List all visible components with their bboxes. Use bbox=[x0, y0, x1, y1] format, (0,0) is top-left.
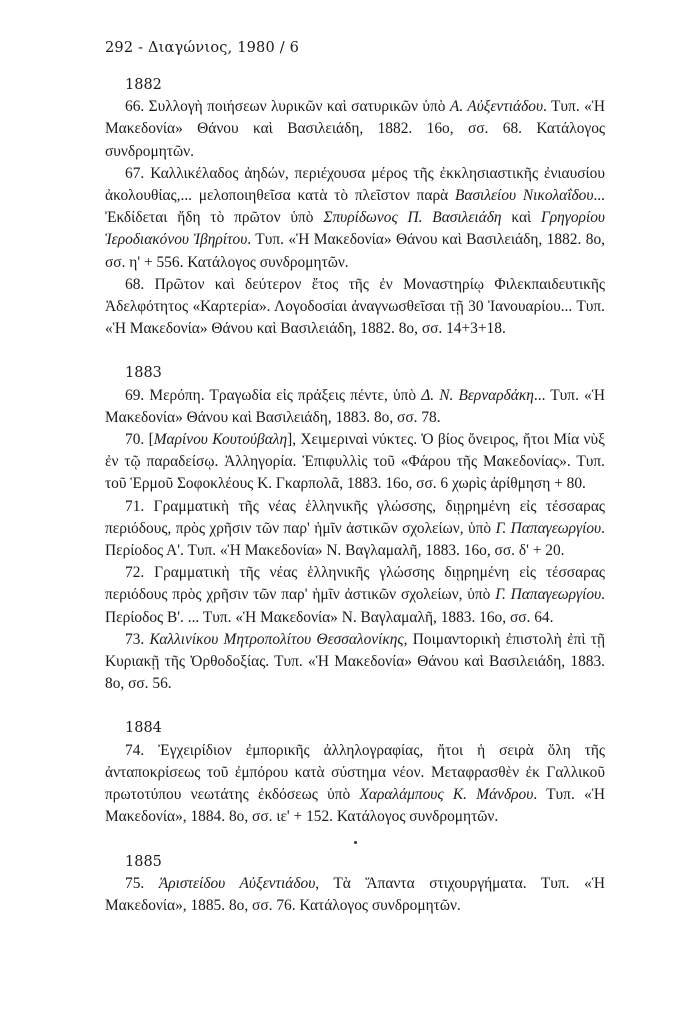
bibliography-entry bbox=[105, 163, 605, 274]
bibliography-entry bbox=[105, 429, 605, 496]
entry-author-italic: Μαρίνου Κουτούβαλη bbox=[153, 431, 288, 449]
entry-author-italic: Ἀριστείδου Αὐξεντιάδου bbox=[158, 874, 316, 892]
entry-number: 72. bbox=[125, 564, 145, 582]
bibliography-entry bbox=[105, 873, 605, 917]
entry-author-italic: Γ. Παπαγεωργίου bbox=[495, 519, 602, 537]
bibliography-entry bbox=[105, 496, 605, 563]
entry-text: ... Ἐκδίδεται ἤδη τὸ πρῶτον ὑπὸ bbox=[105, 187, 605, 227]
entry-number: 73. bbox=[125, 630, 145, 648]
entry-text: καὶ bbox=[501, 209, 542, 227]
entry-text bbox=[144, 875, 159, 892]
entry-text: Πρῶτον καὶ δεύτερον ἔτος τῆς ἐν Μοναστηρίῳ Φιλεκπαιδευτικῆς Ἀδελφότητος «Καρτερία». Λογοδοσίαι ἀναγνωσθεῖσαι τῇ 30 Ἰανουαρίου... Τυπ. «Ἡ Μακεδονία» Θάνου καὶ Βασιλειάδη, 1882. 8ο, σσ. 14+3+18. bbox=[105, 275, 605, 338]
entry-text: Μερόπη. Τραγωδία εἰς πράξεις πέντε, ὑπὸ bbox=[144, 386, 422, 404]
entry-number: 69. bbox=[125, 386, 145, 404]
entry-text: . Τυπ. «Ἡ Μακεδονία» Θάνου καὶ Βασιλειάδη, 1882. 8ο, σσ. η' + 556. Κατάλογος συνδρομητῶν. bbox=[105, 231, 606, 271]
bibliography-entry bbox=[105, 629, 605, 696]
year-heading: 1883 bbox=[125, 365, 162, 382]
entry-text: Γραμματικὴ τῆς νέας ἑλληνικῆς γλώσσης διῃρημένη εἰς τέσσαρας περιόδους πρὸς χρῆσιν τῶν παρ' ἡμῖν ἀστικῶν σχολείων, ὑπὸ bbox=[105, 564, 605, 604]
entry-text: ... Τυπ. «Ἡ Μακεδονία» Θάνου καὶ Βασιλειάδη, 1883. 8ο, σσ. 78. bbox=[105, 386, 605, 426]
entry-number: 70. bbox=[125, 431, 145, 449]
entry-author-italic: Γ. Παπαγεωργίου bbox=[495, 586, 602, 604]
entry-author-italic: Καλλινίκου Μητροπολίτου Θεσσαλονίκης bbox=[149, 630, 404, 648]
entry-number: 75. bbox=[125, 874, 145, 892]
entry-text: , Τὰ Ἅπαντα στιχουργήματα. Τυπ. «Ἡ Μακεδονία», 1885. 8ο, σσ. 76. Κατάλογος συνδρομητῶν. bbox=[105, 874, 605, 914]
year-heading: 1882 bbox=[125, 77, 162, 93]
entry-text: ], Χειμεριναὶ νύκτες. Ὁ βίος ὄνειρος, ἤτοι Μία νὺξ ἐν τῷ παραδείσῳ. Ἀλληγορία. Ἐπιφυλλὶς τοῦ «Φάρου τῆς Μακεδονίας». Τυπ. τοῦ Ἑρμοῦ Σοφοκλέους Κ. Γκαρπολᾶ, 1883. 16ο, σσ. 6 χωρὶς ἀρίθμηση + 80. bbox=[105, 431, 605, 493]
entry-author-italic: Α. Αὐξεντιάδου bbox=[449, 98, 544, 116]
entry-author-italic: Δ. Ν. Βερναρδάκη bbox=[421, 386, 534, 404]
entry-number: 66. bbox=[125, 98, 145, 116]
entry-text: Ἐγχειρίδιον ἐμπορικῆς ἀλληλογραφίας, ἤτοι ἡ σειρὰ ὅλη τῆς ἀνταποκρίσεως τοῦ ἐμπόρου κατὰ σύστημα νέον. Μεταφρασθὲν ἐκ Γαλλικοῦ πρωτοτύπου νεωτάτης ἐκδόσεως ὑπὸ bbox=[105, 741, 605, 804]
entry-author-italic: Βασιλείου Νικολαΐδου bbox=[454, 187, 594, 205]
entry-text: . Τυπ. «Ἡ Μακεδονία» Θάνου καὶ Βασιλειάδη, 1882. 16ο, σσ. 68. Κατάλογος συνδρομητῶν. bbox=[105, 98, 606, 160]
print-speck bbox=[354, 841, 357, 844]
entry-text: , Ποιμαντορικὴ ἐπιστολὴ ἐπὶ τῇ Κυριακῇ τῆς Ὀρθοδοξίας. Τυπ. «Ἡ Μακεδονία» Θάνου καὶ Βασιλειάδη, 1883. 8ο, σσ. 56. bbox=[105, 630, 605, 693]
entry-text: . Περίοδος Β'. ... Τυπ. «Ἡ Μακεδονία» Ν. Βαγλαμαλῆ, 1883. 16ο, σσ. 64. bbox=[105, 586, 605, 626]
entry-text: . Περίοδος Α'. Τυπ. «Ἡ Μακεδονία» Ν. Βαγλαμαλῆ, 1883. 16ο, σσ. δ' + 20. bbox=[105, 519, 605, 560]
entry-text: Καλλικέλαδος ἀηδών, περιέχουσα μέρος τῆς ἐκκλησιαστικῆς ἐνιαυσίου ἀκολουθίας,... μελοποιηθεῖσα κατὰ τὸ πλεῖστον παρὰ bbox=[105, 164, 605, 205]
entry-author-italic: Χαραλάμπους Κ. Μάνδρου bbox=[359, 786, 534, 804]
bibliography-entry bbox=[105, 385, 605, 429]
entry-number: 71. bbox=[125, 497, 145, 515]
entry-text: Συλλογὴ ποιήσεων λυρικῶν καὶ σατυρικῶν ὑπὸ bbox=[144, 98, 450, 116]
entry-author-italic: Γρηγορίου Ἱεροδιακόνου Ἰβηρίτου bbox=[105, 209, 605, 249]
bibliography-body bbox=[105, 74, 605, 917]
running-head: 292 - Διαγώνιος, 1980 / 6 bbox=[105, 40, 300, 56]
entry-number: 68. bbox=[125, 275, 145, 293]
bibliography-entry bbox=[105, 740, 605, 829]
bibliography-entry bbox=[105, 96, 605, 163]
bibliography-entry bbox=[105, 562, 605, 629]
year-heading: 1884 bbox=[125, 720, 162, 737]
entry-text: [ bbox=[144, 431, 154, 449]
year-heading: 1885 bbox=[125, 853, 162, 870]
entry-text: . Τυπ. «Ἡ Μακεδονία», 1884. 8ο, σσ. ιε' + 152. Κατάλογος συνδρομητῶν. bbox=[105, 786, 605, 826]
entry-number: 67. bbox=[125, 164, 145, 182]
entry-text: Γραμματικὴ τῆς νέας ἑλληνικῆς γλώσσης, διῃρημένη εἰς τέσσαρας περιόδους, πρὸς χρῆσιν τῶν παρ' ἡμῖν ἀστικῶν σχολείων, ὑπὸ bbox=[105, 497, 605, 537]
bibliography-entry bbox=[105, 274, 605, 341]
entry-number: 74. bbox=[125, 741, 145, 759]
entry-author-italic: Σπυρίδωνος Π. Βασιλειάδη bbox=[323, 209, 502, 227]
